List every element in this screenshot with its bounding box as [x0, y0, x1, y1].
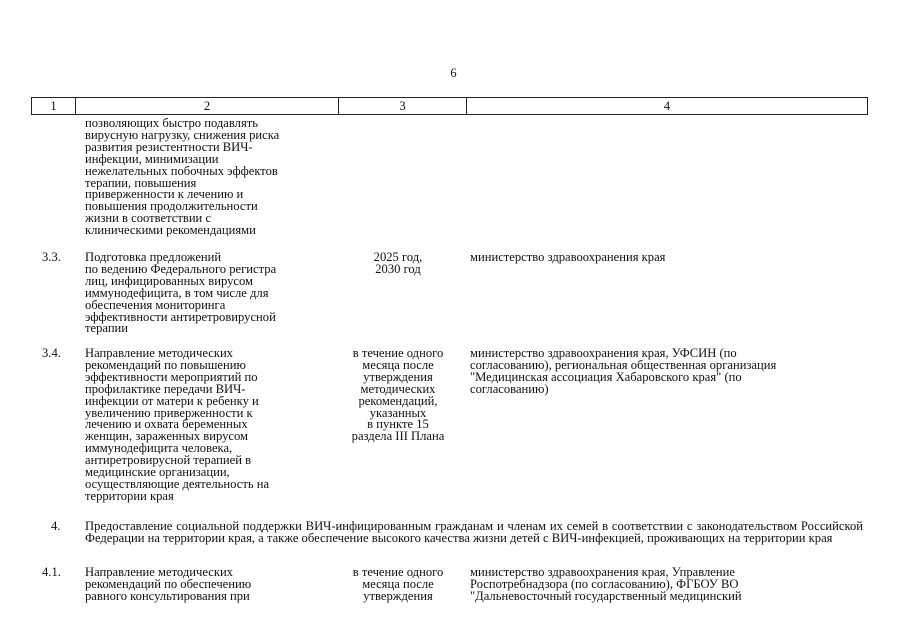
- text-line: иммунодефицита, в том числе для: [85, 285, 269, 300]
- text-line: терапии, повышения: [85, 175, 197, 190]
- row-4-1-description: [85, 567, 251, 603]
- text-line: терапии: [85, 321, 129, 336]
- text-line: утверждения: [363, 369, 433, 384]
- text-line: министерство здравоохранения края, Управление: [470, 565, 735, 579]
- continued-description: [85, 118, 279, 237]
- text-line: позволяющих быстро подавлять: [85, 116, 259, 130]
- row-4-1-term: [339, 567, 457, 603]
- text-line: согласованию), региональная общественная организация: [470, 357, 777, 372]
- text-line: указанных: [369, 405, 427, 420]
- text-line: приверженности к лечению и: [85, 187, 244, 202]
- row-3-3-description: [85, 252, 276, 335]
- text-line: Направление методических: [85, 565, 233, 579]
- row-3-4-description: [85, 348, 269, 503]
- text-line: территории края: [85, 488, 174, 503]
- text-line: нежелательных побочных эффектов: [85, 163, 278, 178]
- text-line: антиретровирусной терапией в: [85, 453, 252, 468]
- row-4-1-executor: [470, 567, 742, 603]
- text-line: повышения продолжительности: [85, 199, 258, 214]
- text-line: инфекции, минимизации: [85, 151, 219, 166]
- header-col-2: 2: [75, 98, 338, 114]
- text-line: в течение одного: [352, 565, 444, 579]
- text-line: клиническими рекомендациями: [85, 223, 256, 238]
- row-3-3-term: [339, 252, 457, 276]
- text-line: эффективности мероприятий по: [85, 369, 258, 384]
- text-line: месяца после: [362, 576, 434, 591]
- row-number-3-4: 3.4.: [42, 346, 61, 360]
- text-line: месяца после: [362, 357, 434, 372]
- text-line: по ведению Федерального регистра: [85, 261, 277, 276]
- text-line: Роспотребнадзора (по согласованию), ФГБОУ ВО: [470, 576, 739, 591]
- text-line: лиц, инфицированных вирусом: [85, 273, 253, 288]
- row-number-3-3: 3.3.: [42, 250, 61, 264]
- text-line: женщин, зараженных вирусом: [85, 429, 249, 444]
- header-col-4: 4: [466, 98, 867, 114]
- text-line: в пункте 15: [367, 417, 429, 432]
- text-line: жизни в соответствии с: [85, 211, 212, 226]
- text-line: 2030 год: [375, 261, 421, 276]
- text-line: увеличению приверженности к: [85, 405, 253, 420]
- page-number: 6: [450, 66, 457, 80]
- text-line: осуществляющие деятельность на: [85, 476, 270, 491]
- text-line: "Медицинская ассоциация Хабаровского края" (по: [470, 369, 742, 384]
- text-line: медицинские организации,: [85, 465, 230, 480]
- text-line: эффективности антиретровирусной: [85, 309, 276, 324]
- row-3-3-executor: [470, 252, 665, 264]
- text-line: рекомендаций по повышению: [85, 357, 246, 372]
- text-line: министерство здравоохранения края, УФСИН (по: [470, 346, 737, 360]
- header-col-3: 3: [338, 98, 466, 114]
- text-line: согласованию): [470, 381, 549, 396]
- row-3-4-executor: [470, 348, 776, 396]
- text-line: методических: [360, 381, 436, 396]
- text-line: Подготовка предложений: [85, 250, 222, 264]
- text-line: рекомендаций по обеспечению: [85, 576, 252, 591]
- text-line: в течение одного: [352, 346, 444, 360]
- text-line: профилактике передачи ВИЧ-: [85, 381, 246, 396]
- text-line: "Дальневосточный государственный медицинский: [470, 588, 742, 603]
- text-line: утверждения: [363, 588, 433, 603]
- row-number-4-1: 4.1.: [42, 565, 61, 579]
- text-line: министерство здравоохранения края: [470, 250, 666, 264]
- text-line: вирусную нагрузку, снижения риска: [85, 127, 280, 142]
- text-line: Направление методических: [85, 346, 233, 360]
- text-line: равного консультирования при: [85, 588, 250, 603]
- table-header-row: [31, 97, 868, 115]
- text-line: инфекции от матери к ребенку и: [85, 393, 259, 408]
- section-4-title: Предоставление социальной поддержки ВИЧ-инфицированным гражданам и членам их семей в соответствии с законодательством Российской Федерации на территории края, а также обеспечение высокого качества жизни детей с ВИЧ-инфекцией, проживающих на территории края: [85, 519, 863, 546]
- header-col-1: 1: [50, 99, 57, 113]
- text-line: раздела III Плана: [351, 429, 445, 444]
- text-line: 2025 год,: [373, 250, 423, 264]
- section-number-4: 4.: [51, 519, 61, 533]
- text-line: обеспечения мониторинга: [85, 297, 226, 312]
- text-line: рекомендаций,: [358, 393, 438, 408]
- text-line: развития резистентности ВИЧ-: [85, 139, 253, 154]
- row-3-4-term: [339, 348, 457, 443]
- text-line: иммунодефицита человека,: [85, 441, 233, 456]
- text-line: лечению и охвата беременных: [85, 417, 248, 432]
